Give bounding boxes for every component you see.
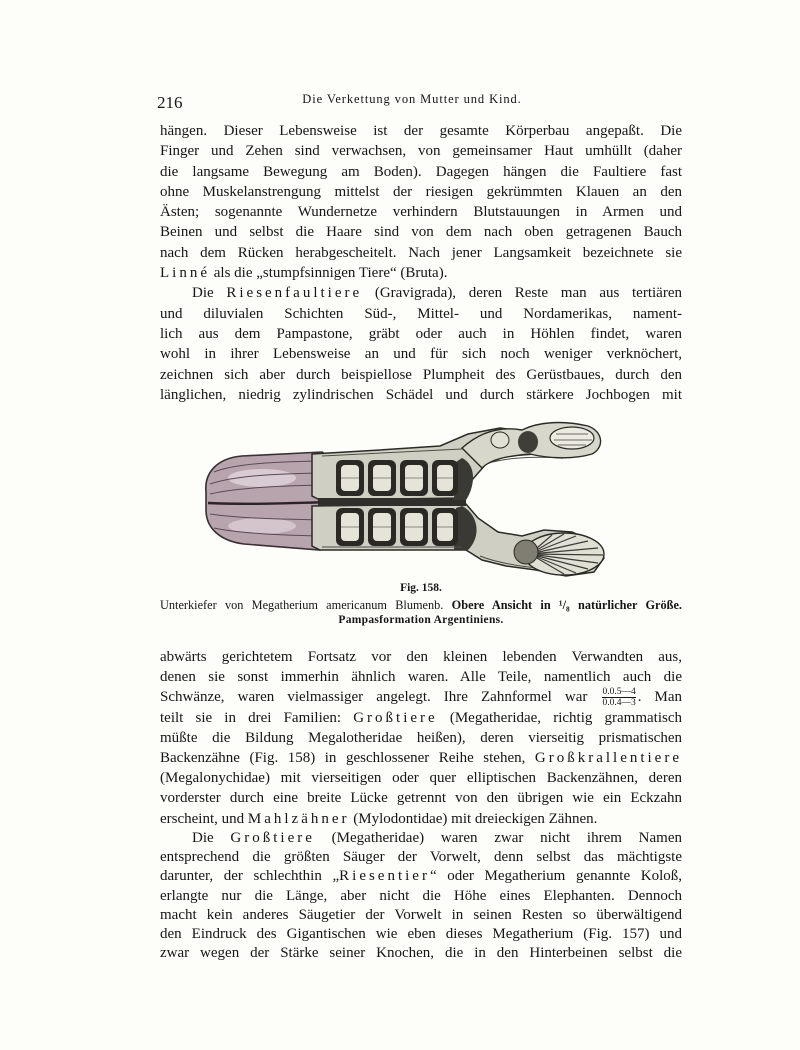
- text-segment: (Megatheridae, richtig grammatisch: [437, 709, 682, 726]
- text-line: müßte die Bildung Megalotheridae heißen), deren vierseitig prismatischen: [160, 729, 682, 746]
- paragraph: [160, 283, 682, 405]
- text-line: Finger und Zehen sind verwachsen, von gemeinsamer Haut umhüllt (daher: [160, 143, 682, 160]
- molar-tooth: [336, 460, 364, 496]
- text-segment: (Gravigrada), deren Reste man aus tertiären: [362, 285, 682, 302]
- text-line: zwar wegen der Stärke seiner Knochen, die in den Hinterbeinen selbst die: [160, 945, 682, 962]
- text-segment: “ oder Megatherium genannte Koloß,: [429, 868, 682, 885]
- formula-numerator: 0.0.5—4: [602, 687, 636, 697]
- text-line: länglichen, niedrig zylindrischen Schädel und durch stärkere Jochbogen mit: [160, 386, 682, 403]
- molar-tooth: [368, 508, 396, 546]
- interdental-gap: [318, 498, 466, 506]
- text-line: nach dem Rücken herabgescheitelt. Nach jener Langsamkeit bezeichnete sie: [160, 244, 682, 261]
- text-line: [160, 283, 682, 303]
- text-line: [160, 829, 682, 848]
- text-line: Beinen und selbst die Haare sind von dem nach oben getragenen Bauch: [160, 224, 682, 241]
- text-segment: . Man: [637, 689, 682, 706]
- upper-condyle: [462, 423, 601, 468]
- text-line: ohne Muskelanstrengung mittelst der riesigen gekrümmten Klauen an den: [160, 183, 682, 200]
- spaced-word: Großkrallentiere: [534, 749, 682, 766]
- text-line: [160, 708, 682, 728]
- text-line: (Megalonychidae) mit vierseitigen oder quer elliptischen Backenzähnen, deren: [160, 770, 682, 787]
- molar-tooth: [400, 460, 428, 496]
- text-line: [160, 687, 682, 707]
- text-line: wohl in ihrer Lebensweise an und für sich noch weniger verknöchert,: [160, 346, 682, 363]
- text-line: abwärts gerichtetem Fortsatz vor den kleinen lebenden Verwandten aus,: [160, 649, 682, 665]
- condyle-shadow: [518, 431, 538, 453]
- text-line: macht kein anderes Säugetier der Vorwelt in seinen Resten so überwältigend: [160, 906, 682, 923]
- text-segment: Die: [192, 830, 231, 846]
- running-title: Die Verkettung von Mutter und Kind.: [302, 92, 522, 106]
- dental-formula: [602, 688, 635, 708]
- spaced-word: Großtiere: [230, 830, 315, 846]
- text-segment: erscheint, und: [160, 810, 248, 827]
- figure-caption: [160, 597, 682, 613]
- figure-source: Pampasformation Argentiniens.: [338, 614, 504, 626]
- text-line: erlangte nur die Länge, aber nicht die Höhe eines Elephanten. Dennoch: [160, 887, 682, 904]
- molar-tooth: [400, 508, 428, 546]
- text-segment: Die: [192, 285, 227, 302]
- text-segment: Backenzähne (Fig. 158) in geschlossener Reihe stehen,: [160, 749, 535, 766]
- body-text-upper: [160, 121, 682, 405]
- text-line: [160, 809, 682, 829]
- text-line: [160, 867, 682, 886]
- text-line: die langsame Bewegung am Boden). Dagegen hängen die Faultiere fast: [160, 163, 682, 180]
- caption-view: Obere Ansicht in ¹/₈ natürlicher Größe.: [451, 598, 683, 612]
- molar-tooth: [432, 508, 458, 546]
- text-segment: darunter, der schlechthin „: [160, 868, 340, 885]
- text-segment: Schwänze, waren vielmassiger angelegt. Ihre Zahnformel war: [160, 689, 601, 706]
- text-line: denen sie sonst immerhin ähnlich waren. Alle Teile, namentlich auch die: [160, 669, 682, 686]
- text-line: [160, 748, 682, 768]
- condyle-knob: [514, 540, 538, 564]
- spaced-word: Linné: [160, 265, 210, 282]
- paragraph: [160, 647, 682, 829]
- jaw-illustration: [200, 418, 610, 583]
- condyle-knob: [550, 427, 594, 449]
- caption-species: Unterkiefer von Megatherium americanum Blumenb.: [160, 598, 444, 612]
- text-line: hängen. Dieser Lebensweise ist der gesamte Körperbau angepaßt. Die: [160, 123, 682, 139]
- paragraph: [160, 121, 682, 283]
- text-line: Ästen; sogenannte Wundernetze verhindern Blutstauungen in Armen und: [160, 204, 682, 221]
- page-number: 216: [157, 93, 183, 112]
- text-segment: als die „stumpfsinnigen Tiere“ (Bruta).: [210, 265, 448, 282]
- molar-tooth: [432, 460, 458, 496]
- text-line: zeichnen sich aber durch beispiellose Plumpheit des Gerüstbaues, durch den: [160, 366, 682, 383]
- text-line: entsprechend die größten Säuger der Vorwelt, denn selbst das mächtigste: [160, 849, 682, 866]
- text-segment: (Mylodontidae) mit dreieckigen Zähnen.: [349, 810, 598, 827]
- text-line: lich aus dem Pampastone, gräbt oder auch in Höhlen findet, waren: [160, 325, 682, 342]
- molar-tooth: [368, 460, 396, 496]
- spaced-word: Riesentier: [339, 868, 430, 885]
- condyle-knob: [491, 432, 509, 448]
- text-line: und diluvialen Schichten Süd-, Mittel- und Nordamerikas, nament-: [160, 305, 682, 322]
- spaced-word: Riesenfaultiere: [226, 285, 363, 302]
- figure-label: Fig. 158.: [400, 582, 442, 594]
- spaced-word: Großtiere: [353, 709, 438, 726]
- text-segment: (Megatheridae) waren zwar nicht ihrem Namen: [314, 830, 682, 846]
- molar-tooth: [336, 508, 364, 546]
- paragraph: [160, 829, 682, 963]
- text-segment: teilt sie in drei Familien:: [160, 709, 354, 726]
- text-line: vorderster durch eine breite Lücke getrennt von den übrigen wie ein Eckzahn: [160, 790, 682, 807]
- spaced-word: Mahlzähner: [247, 810, 350, 827]
- text-line: den Eindruck des Gigantischen wie eben dieses Megatherium (Fig. 157) und: [160, 925, 682, 942]
- text-line: [160, 263, 682, 283]
- formula-denominator: 0.0.4—3: [602, 697, 636, 708]
